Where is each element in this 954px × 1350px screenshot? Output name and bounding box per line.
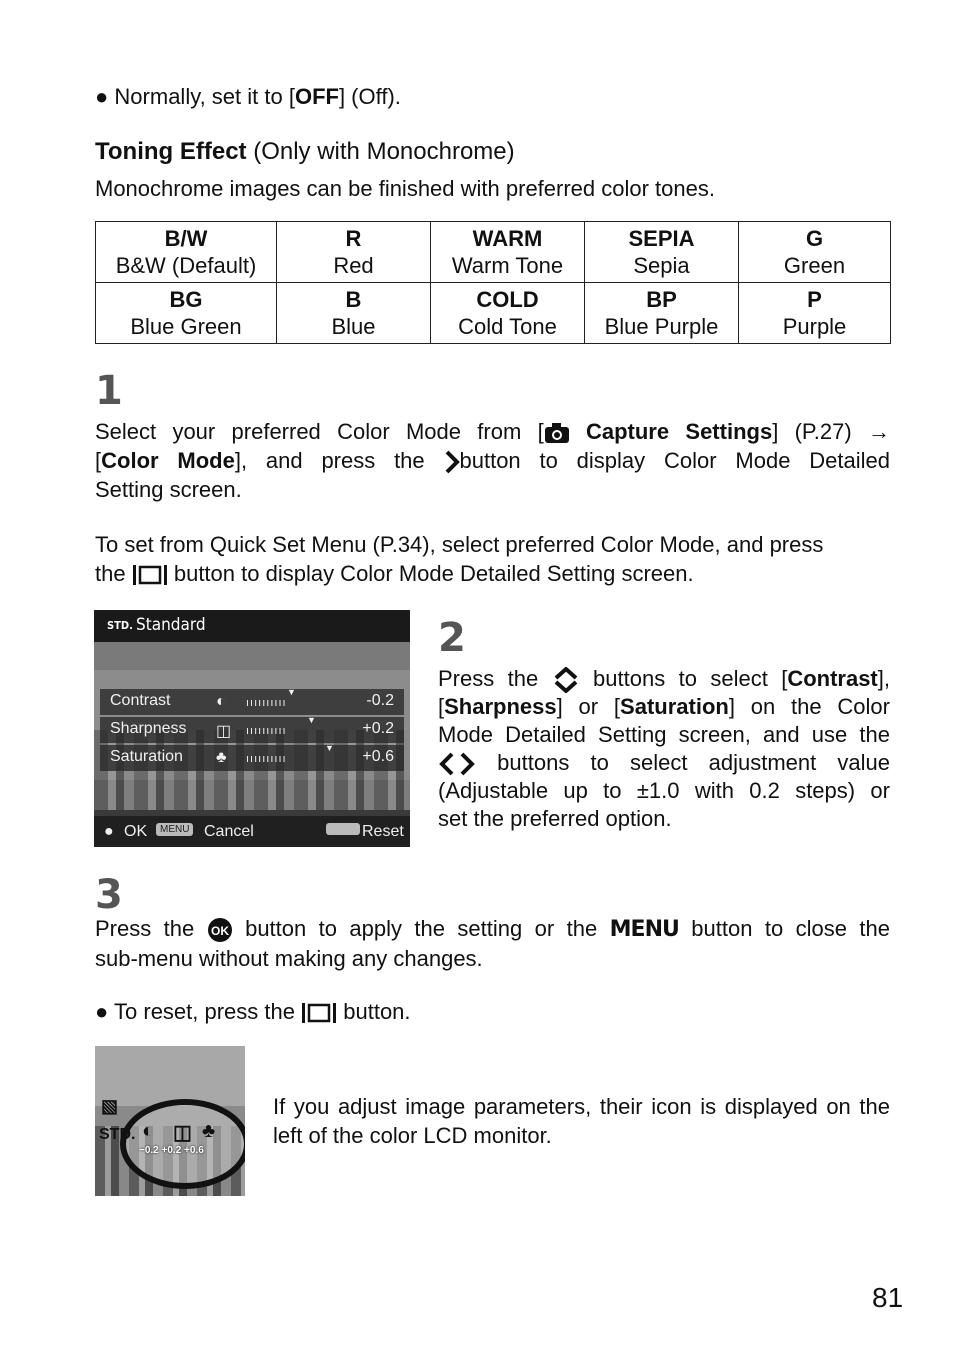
reset-button-icon bbox=[326, 823, 360, 835]
adjust-scale: ıııııııııı bbox=[246, 725, 287, 737]
mode-tag: STD. bbox=[107, 619, 133, 632]
lcd-button-bar bbox=[94, 816, 410, 847]
table-row bbox=[96, 222, 891, 283]
color-mode-detail-screen bbox=[94, 610, 410, 847]
lcd-title-bar bbox=[94, 610, 410, 642]
step-number-3: 3 bbox=[95, 872, 123, 918]
mode-name: Standard bbox=[136, 615, 206, 635]
table-cell: P Purple bbox=[739, 283, 891, 344]
ok-button-icon: ● bbox=[104, 823, 114, 840]
saturation-value: +0.6 bbox=[362, 748, 394, 765]
param-values: −0.2 +0.2 +0.6 bbox=[139, 1145, 204, 1156]
toning-table bbox=[95, 221, 891, 344]
note-text-pre: Normally, set it to [ bbox=[114, 84, 295, 109]
reset-label: Reset bbox=[362, 823, 404, 840]
adjust-scale: ıııııııııı bbox=[246, 753, 287, 765]
table-cell: BP Blue Purple bbox=[585, 283, 739, 344]
sharpness-icon: ◫ bbox=[173, 1122, 192, 1144]
up-down-arrows-icon bbox=[552, 667, 580, 693]
contrast-value: -0.2 bbox=[366, 692, 394, 709]
reset-note: ● To reset, press the button. bbox=[95, 999, 411, 1024]
menu-button-icon: MENU bbox=[156, 823, 193, 836]
saturation-row[interactable] bbox=[100, 745, 404, 771]
toning-description: Monochrome images can be finished with preferred color tones. bbox=[95, 176, 715, 201]
camera-icon bbox=[544, 422, 570, 444]
ok-label: OK bbox=[124, 823, 148, 840]
toning-heading bbox=[95, 138, 515, 166]
reset-display-icon bbox=[132, 564, 168, 586]
contrast-label: Contrast bbox=[110, 692, 171, 709]
level-marker: ▼ bbox=[287, 687, 296, 697]
contrast-icon: ◐ bbox=[142, 1120, 155, 1142]
contrast-row[interactable] bbox=[100, 689, 404, 715]
bullet: ● bbox=[95, 999, 109, 1024]
monitor-caption: If you adjust image parameters, their icon is displayed on the left of the color LCD monitor. bbox=[273, 1094, 890, 1148]
step2-paragraph: Press the buttons to select [Contrast], [Sharpness] or [Saturation] on the Color Mode Detailed Setting screen, and use the buttons to select adjustment value (Adjustable up to ±1.0 with 0.2 steps) or set the preferred option. bbox=[438, 666, 890, 832]
lcd-monitor-thumbnail bbox=[95, 1046, 245, 1196]
table-cell: WARM Warm Tone bbox=[431, 222, 585, 283]
normally-off-note bbox=[95, 84, 401, 110]
step-number-2: 2 bbox=[438, 615, 466, 661]
saturation-icon: ♣ bbox=[216, 749, 227, 766]
table-cell: BG Blue Green bbox=[96, 283, 277, 344]
level-marker: ▼ bbox=[307, 715, 316, 725]
table-cell: B/W B&W (Default) bbox=[96, 222, 277, 283]
note-text-post: ] (Off). bbox=[338, 84, 401, 109]
adjust-scale: ıııııııııı bbox=[246, 697, 287, 709]
std-tag: STD. bbox=[99, 1126, 136, 1143]
sharpness-value: +0.2 bbox=[362, 720, 394, 737]
table-cell: SEPIA Sepia bbox=[585, 222, 739, 283]
ok-button-icon bbox=[207, 917, 233, 943]
bullet: ● bbox=[95, 84, 109, 109]
sharpness-row[interactable] bbox=[100, 717, 404, 743]
sharpness-label: Sharpness bbox=[110, 720, 187, 737]
reset-display-icon bbox=[301, 1002, 337, 1024]
toning-heading-title: Toning Effect bbox=[95, 138, 247, 165]
step3-paragraph: Press the OK button to apply the setting or the MENU button to close the sub-menu without making any changes. bbox=[95, 916, 890, 971]
level-marker: ▼ bbox=[325, 743, 334, 753]
left-right-arrows-icon bbox=[438, 752, 476, 776]
table-row bbox=[96, 283, 891, 344]
toning-heading-note: (Only with Monochrome) bbox=[246, 138, 515, 165]
sharpness-icon: ◫ bbox=[216, 723, 232, 740]
saturation-icon: ♣ bbox=[202, 1120, 216, 1142]
table-cell: B Blue bbox=[277, 283, 431, 344]
page-number: 81 bbox=[872, 1282, 904, 1313]
contrast-icon: ◐ bbox=[216, 693, 226, 710]
image-param-icon: ▧ bbox=[101, 1096, 119, 1116]
cancel-label: Cancel bbox=[204, 823, 254, 840]
note-text-bold: OFF bbox=[294, 84, 339, 109]
saturation-label: Saturation bbox=[110, 748, 183, 765]
menu-button-label: MENU bbox=[609, 917, 679, 942]
step1-paragraph: Select your preferred Color Mode from [ Capture Settings] (P.27) → [Color Mode], and press the button to display Color Mode Detailed Setting screen. To set from Quick Set Menu (P.34), select preferred Color Mode, and press the button to display Color Mode Detailed Setting screen. bbox=[95, 419, 890, 586]
step-number-1: 1 bbox=[95, 368, 123, 414]
table-cell: COLD Cold Tone bbox=[431, 283, 585, 344]
table-cell: R Red bbox=[277, 222, 431, 283]
svg-text:OK: OK bbox=[210, 924, 229, 939]
table-cell: G Green bbox=[739, 222, 891, 283]
chevron-right-icon bbox=[444, 450, 460, 474]
